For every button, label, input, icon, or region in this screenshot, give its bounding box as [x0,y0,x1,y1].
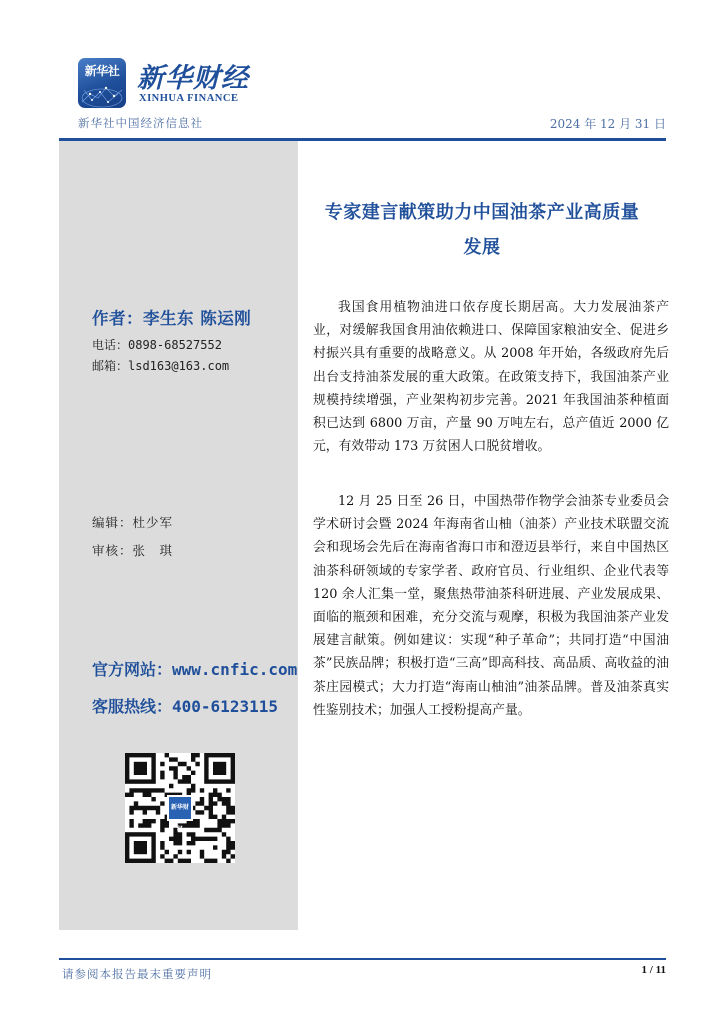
xinhua-logo [78,58,126,108]
footer-divider [59,958,666,960]
qr-center-logo: 新华财经 [167,795,193,821]
reviewer-line: 审核：张 琪 [92,543,174,558]
hotline-number: 400-6123115 [172,697,278,716]
organization-name: 新华社中国经济信息社 [78,116,203,130]
article-title-line-2: 发展 [463,237,501,258]
article-paragraph-1: 我国食用植物油进口依存度长期居高。大力发展油茶产业，对缓解我国食用油依赖进口、保障国家粮油安全、促进乡村振兴具有重要的战略意义。从 2008 年开始，各级政府先后出台支持油茶发展的重大政策。在政策支持下，我国油茶产业规模持续增强，产业架构初步完善。2021 年我国油茶种植面积已达到 6800 万亩，产量 90 万吨左右，总产值近 2000 亿元，有效带动 173 万贫困人口脱贫增收。 [313,300,669,455]
page-number: 1 / 11 [641,964,666,976]
brand-english-wordmark: XINHUA FINANCE [139,93,239,104]
service-hotline [92,694,278,717]
official-website[interactable] [92,657,297,680]
globe-network-icon [78,80,126,108]
brand-chinese-wordmark: 新华财经 [137,63,249,94]
hotline-label: 客服热线： [92,697,173,716]
website-label: 官方网站： [92,660,173,679]
article-paragraph-2: 12 月 25 日至 26 日，中国热带作物学会油茶专业委员会学术研讨会暨 2024 年海南省山柚（油茶）产业技术联盟交流会和现场会先后在海南省海口市和澄迈县举行，来自中国热区油茶科研领域的专家学者、政府官员、行业组织、企业代表等 120 余人汇集一堂，聚焦热带油茶科研进展、产业发展成果、面临的瓶颈和困难，充分交流与观摩，积极为我国油茶产业发展建言献策。例如建议：实现“种子革命”；共同打造“中国油茶”民族品牌；积极打造“三高”即高科技、高品质、高收益的油茶庄园模式；大力打造“海南山柚油”油茶品牌。普及油茶真实性鉴别技术；加强人工授粉提高产量。 [313,494,669,718]
author-email: 邮箱：lsd163@163.com [92,359,230,373]
author-phone: 电话：0898-68527552 [92,338,222,352]
editor-line: 编辑：杜少军 [92,515,174,530]
disclaimer-note[interactable]: 请参阅本报告最末重要声明 [62,967,212,981]
article-title-line-1: 专家建言献策助力中国油茶产业高质量 [324,202,640,223]
logo-text: 新华社 [84,64,120,78]
website-url[interactable]: www.cnfic.com [172,660,298,679]
qr-code [125,753,235,863]
report-date: 2024 年 12 月 31 日 [549,117,666,131]
author-line: 作者：李生东 陈运刚 [92,309,252,328]
